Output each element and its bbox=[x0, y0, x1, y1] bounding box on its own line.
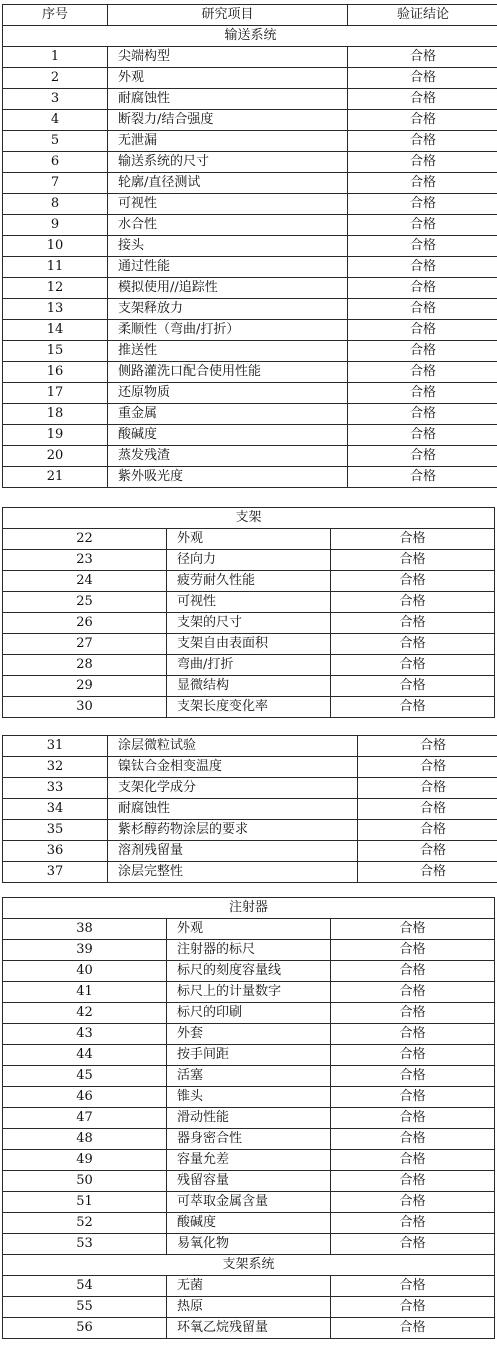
cell-result: 合格 bbox=[331, 1108, 495, 1129]
table-row bbox=[3, 1234, 495, 1255]
cell-no: 31 bbox=[3, 736, 108, 757]
cell-result: 合格 bbox=[331, 1129, 495, 1150]
header-item: 研究项目 bbox=[108, 5, 348, 26]
section-row bbox=[3, 508, 495, 529]
header-result: 验证结论 bbox=[348, 5, 497, 26]
table-row bbox=[3, 194, 497, 215]
section-row bbox=[3, 26, 497, 47]
cell-no: 27 bbox=[3, 634, 167, 655]
cell-no: 6 bbox=[3, 152, 108, 173]
cell-no: 42 bbox=[3, 1003, 167, 1024]
cell-no: 41 bbox=[3, 982, 167, 1003]
table-row bbox=[3, 1129, 495, 1150]
section-title-stent-system: 支架系统 bbox=[3, 1255, 495, 1276]
cell-item: 外套 bbox=[167, 1024, 331, 1045]
section-title-delivery-system: 输送系统 bbox=[3, 26, 497, 47]
cell-item: 耐腐蚀性 bbox=[108, 89, 348, 110]
cell-no: 9 bbox=[3, 215, 108, 236]
cell-no: 23 bbox=[3, 550, 167, 571]
cell-item: 涂层微粒试验 bbox=[108, 736, 358, 757]
table-row bbox=[3, 571, 495, 592]
cell-result: 合格 bbox=[331, 550, 495, 571]
cell-item: 支架的尺寸 bbox=[167, 613, 331, 634]
cell-item: 易氧化物 bbox=[167, 1234, 331, 1255]
table-syringe bbox=[2, 897, 495, 1339]
cell-no: 47 bbox=[3, 1108, 167, 1129]
table-row bbox=[3, 1150, 495, 1171]
cell-result: 合格 bbox=[358, 820, 497, 841]
table-row bbox=[3, 655, 495, 676]
section-title-stent: 支架 bbox=[3, 508, 495, 529]
cell-item: 镍钛合金相变温度 bbox=[108, 757, 358, 778]
cell-result: 合格 bbox=[331, 571, 495, 592]
cell-no: 14 bbox=[3, 320, 108, 341]
table-row bbox=[3, 1108, 495, 1129]
cell-item: 标尺的刻度容量线 bbox=[167, 961, 331, 982]
cell-item: 涂层完整性 bbox=[108, 862, 358, 883]
table-row bbox=[3, 1276, 495, 1297]
cell-item: 通过性能 bbox=[108, 257, 348, 278]
cell-result: 合格 bbox=[331, 1171, 495, 1192]
cell-result: 合格 bbox=[331, 1003, 495, 1024]
cell-result: 合格 bbox=[348, 89, 497, 110]
table-row bbox=[3, 592, 495, 613]
cell-result: 合格 bbox=[348, 215, 497, 236]
cell-item: 可视性 bbox=[108, 194, 348, 215]
cell-no: 10 bbox=[3, 236, 108, 257]
cell-result: 合格 bbox=[331, 940, 495, 961]
cell-result: 合格 bbox=[358, 736, 497, 757]
cell-no: 44 bbox=[3, 1045, 167, 1066]
cell-no: 18 bbox=[3, 404, 108, 425]
cell-no: 7 bbox=[3, 173, 108, 194]
table-row bbox=[3, 68, 497, 89]
table-row bbox=[3, 1087, 495, 1108]
table-row bbox=[3, 320, 497, 341]
cell-item: 耐腐蚀性 bbox=[108, 799, 358, 820]
cell-result: 合格 bbox=[348, 362, 497, 383]
table-row bbox=[3, 341, 497, 362]
cell-item: 可视性 bbox=[167, 592, 331, 613]
cell-no: 52 bbox=[3, 1213, 167, 1234]
cell-no: 29 bbox=[3, 676, 167, 697]
section-title-syringe: 注射器 bbox=[3, 898, 495, 919]
cell-no: 53 bbox=[3, 1234, 167, 1255]
cell-no: 33 bbox=[3, 778, 108, 799]
cell-item: 标尺的印刷 bbox=[167, 1003, 331, 1024]
cell-item: 无泄漏 bbox=[108, 131, 348, 152]
cell-result: 合格 bbox=[348, 257, 497, 278]
cell-item: 外观 bbox=[167, 529, 331, 550]
table-row bbox=[3, 529, 495, 550]
table-row bbox=[3, 1192, 495, 1213]
cell-no: 21 bbox=[3, 467, 108, 488]
table-row bbox=[3, 425, 497, 446]
cell-no: 39 bbox=[3, 940, 167, 961]
cell-result: 合格 bbox=[358, 799, 497, 820]
cell-no: 2 bbox=[3, 68, 108, 89]
table-row bbox=[3, 299, 497, 320]
cell-result: 合格 bbox=[331, 676, 495, 697]
table-delivery-system bbox=[2, 4, 497, 488]
cell-result: 合格 bbox=[348, 68, 497, 89]
cell-result: 合格 bbox=[331, 697, 495, 718]
table-row bbox=[3, 1066, 495, 1087]
cell-result: 合格 bbox=[348, 467, 497, 488]
cell-result: 合格 bbox=[348, 47, 497, 68]
cell-result: 合格 bbox=[348, 131, 497, 152]
cell-no: 12 bbox=[3, 278, 108, 299]
cell-no: 50 bbox=[3, 1171, 167, 1192]
table-row bbox=[3, 383, 497, 404]
table-row bbox=[3, 634, 495, 655]
cell-result: 合格 bbox=[348, 446, 497, 467]
cell-item: 环氧乙烷残留量 bbox=[167, 1318, 331, 1339]
cell-item: 支架长度变化率 bbox=[167, 697, 331, 718]
table-row bbox=[3, 89, 497, 110]
table-row bbox=[3, 152, 497, 173]
table-row bbox=[3, 467, 497, 488]
table-row bbox=[3, 919, 495, 940]
cell-no: 15 bbox=[3, 341, 108, 362]
table-row bbox=[3, 215, 497, 236]
table-row bbox=[3, 697, 495, 718]
table-coating bbox=[2, 735, 497, 883]
cell-item: 断裂力/结合强度 bbox=[108, 110, 348, 131]
table-row bbox=[3, 1171, 495, 1192]
table-row bbox=[3, 1318, 495, 1339]
cell-item: 容量允差 bbox=[167, 1150, 331, 1171]
cell-no: 55 bbox=[3, 1297, 167, 1318]
cell-result: 合格 bbox=[358, 778, 497, 799]
cell-no: 22 bbox=[3, 529, 167, 550]
cell-item: 推送性 bbox=[108, 341, 348, 362]
table-row bbox=[3, 1213, 495, 1234]
cell-item: 注射器的标尺 bbox=[167, 940, 331, 961]
cell-item: 尖端构型 bbox=[108, 47, 348, 68]
cell-result: 合格 bbox=[331, 961, 495, 982]
cell-no: 49 bbox=[3, 1150, 167, 1171]
cell-result: 合格 bbox=[331, 1045, 495, 1066]
cell-item: 重金属 bbox=[108, 404, 348, 425]
table-row bbox=[3, 820, 497, 841]
table-row bbox=[3, 613, 495, 634]
cell-result: 合格 bbox=[348, 425, 497, 446]
cell-result: 合格 bbox=[331, 613, 495, 634]
cell-item: 输送系统的尺寸 bbox=[108, 152, 348, 173]
table-row bbox=[3, 1297, 495, 1318]
cell-result: 合格 bbox=[331, 592, 495, 613]
cell-no: 24 bbox=[3, 571, 167, 592]
cell-item: 外观 bbox=[167, 919, 331, 940]
table-row bbox=[3, 982, 495, 1003]
cell-result: 合格 bbox=[348, 404, 497, 425]
cell-item: 紫杉醇药物涂层的要求 bbox=[108, 820, 358, 841]
cell-no: 1 bbox=[3, 47, 108, 68]
table-row bbox=[3, 257, 497, 278]
cell-item: 水合性 bbox=[108, 215, 348, 236]
cell-item: 酸碱度 bbox=[167, 1213, 331, 1234]
cell-item: 侧路灌洗口配合使用性能 bbox=[108, 362, 348, 383]
header-no: 序号 bbox=[3, 5, 108, 26]
cell-result: 合格 bbox=[331, 655, 495, 676]
section-row bbox=[3, 898, 495, 919]
cell-result: 合格 bbox=[348, 236, 497, 257]
cell-item: 热原 bbox=[167, 1297, 331, 1318]
cell-no: 35 bbox=[3, 820, 108, 841]
cell-item: 模拟使用//追踪性 bbox=[108, 278, 348, 299]
table-row bbox=[3, 173, 497, 194]
cell-item: 锥头 bbox=[167, 1087, 331, 1108]
cell-item: 按手间距 bbox=[167, 1045, 331, 1066]
cell-no: 4 bbox=[3, 110, 108, 131]
cell-no: 8 bbox=[3, 194, 108, 215]
cell-item: 蒸发残渣 bbox=[108, 446, 348, 467]
cell-no: 19 bbox=[3, 425, 108, 446]
cell-result: 合格 bbox=[358, 841, 497, 862]
cell-item: 支架自由表面积 bbox=[167, 634, 331, 655]
cell-no: 48 bbox=[3, 1129, 167, 1150]
table-row bbox=[3, 940, 495, 961]
cell-no: 11 bbox=[3, 257, 108, 278]
cell-item: 滑动性能 bbox=[167, 1108, 331, 1129]
cell-result: 合格 bbox=[348, 110, 497, 131]
cell-result: 合格 bbox=[348, 194, 497, 215]
cell-result: 合格 bbox=[358, 862, 497, 883]
cell-no: 56 bbox=[3, 1318, 167, 1339]
table-row bbox=[3, 862, 497, 883]
cell-no: 38 bbox=[3, 919, 167, 940]
cell-no: 46 bbox=[3, 1087, 167, 1108]
cell-no: 3 bbox=[3, 89, 108, 110]
table-row bbox=[3, 1003, 495, 1024]
cell-item: 紫外吸光度 bbox=[108, 467, 348, 488]
cell-item: 还原物质 bbox=[108, 383, 348, 404]
table-header-row bbox=[3, 5, 497, 26]
table-row bbox=[3, 550, 495, 571]
table-row bbox=[3, 131, 497, 152]
cell-item: 标尺上的计量数字 bbox=[167, 982, 331, 1003]
cell-result: 合格 bbox=[331, 1150, 495, 1171]
cell-no: 40 bbox=[3, 961, 167, 982]
cell-no: 30 bbox=[3, 697, 167, 718]
cell-result: 合格 bbox=[331, 1276, 495, 1297]
cell-no: 13 bbox=[3, 299, 108, 320]
cell-item: 溶剂残留量 bbox=[108, 841, 358, 862]
table-row bbox=[3, 736, 497, 757]
cell-item: 活塞 bbox=[167, 1066, 331, 1087]
table-row bbox=[3, 278, 497, 299]
cell-item: 支架化学成分 bbox=[108, 778, 358, 799]
cell-result: 合格 bbox=[348, 320, 497, 341]
cell-item: 弯曲/打折 bbox=[167, 655, 331, 676]
cell-no: 51 bbox=[3, 1192, 167, 1213]
cell-result: 合格 bbox=[348, 173, 497, 194]
cell-item: 显微结构 bbox=[167, 676, 331, 697]
cell-no: 54 bbox=[3, 1276, 167, 1297]
table-row bbox=[3, 47, 497, 68]
section-row bbox=[3, 1255, 495, 1276]
cell-item: 支架释放力 bbox=[108, 299, 348, 320]
cell-result: 合格 bbox=[331, 529, 495, 550]
cell-item: 径向力 bbox=[167, 550, 331, 571]
table-row bbox=[3, 841, 497, 862]
cell-no: 45 bbox=[3, 1066, 167, 1087]
cell-result: 合格 bbox=[331, 1318, 495, 1339]
cell-result: 合格 bbox=[331, 1192, 495, 1213]
cell-item: 外观 bbox=[108, 68, 348, 89]
cell-item: 疲劳耐久性能 bbox=[167, 571, 331, 592]
cell-item: 残留容量 bbox=[167, 1171, 331, 1192]
cell-result: 合格 bbox=[331, 919, 495, 940]
cell-no: 17 bbox=[3, 383, 108, 404]
table-row bbox=[3, 757, 497, 778]
cell-result: 合格 bbox=[331, 982, 495, 1003]
cell-item: 柔顺性（弯曲/打折） bbox=[108, 320, 348, 341]
cell-no: 32 bbox=[3, 757, 108, 778]
cell-item: 器身密合性 bbox=[167, 1129, 331, 1150]
cell-result: 合格 bbox=[331, 1024, 495, 1045]
cell-result: 合格 bbox=[348, 341, 497, 362]
cell-result: 合格 bbox=[358, 757, 497, 778]
cell-result: 合格 bbox=[331, 634, 495, 655]
cell-no: 28 bbox=[3, 655, 167, 676]
table-row bbox=[3, 778, 497, 799]
cell-result: 合格 bbox=[331, 1297, 495, 1318]
table-row bbox=[3, 961, 495, 982]
cell-no: 16 bbox=[3, 362, 108, 383]
cell-item: 无菌 bbox=[167, 1276, 331, 1297]
cell-no: 20 bbox=[3, 446, 108, 467]
table-row bbox=[3, 1045, 495, 1066]
cell-no: 26 bbox=[3, 613, 167, 634]
cell-item: 接头 bbox=[108, 236, 348, 257]
cell-no: 25 bbox=[3, 592, 167, 613]
cell-result: 合格 bbox=[331, 1066, 495, 1087]
cell-item: 可萃取金属含量 bbox=[167, 1192, 331, 1213]
table-row bbox=[3, 236, 497, 257]
cell-no: 5 bbox=[3, 131, 108, 152]
cell-result: 合格 bbox=[348, 152, 497, 173]
cell-item: 酸碱度 bbox=[108, 425, 348, 446]
table-row bbox=[3, 110, 497, 131]
cell-no: 34 bbox=[3, 799, 108, 820]
cell-no: 36 bbox=[3, 841, 108, 862]
cell-result: 合格 bbox=[331, 1213, 495, 1234]
cell-result: 合格 bbox=[348, 278, 497, 299]
table-row bbox=[3, 799, 497, 820]
table-row bbox=[3, 1024, 495, 1045]
table-stent bbox=[2, 507, 495, 718]
cell-result: 合格 bbox=[348, 383, 497, 404]
cell-item: 轮廓/直径测试 bbox=[108, 173, 348, 194]
table-row bbox=[3, 362, 497, 383]
cell-no: 37 bbox=[3, 862, 108, 883]
cell-result: 合格 bbox=[331, 1234, 495, 1255]
table-row bbox=[3, 446, 497, 467]
table-row bbox=[3, 404, 497, 425]
cell-result: 合格 bbox=[348, 299, 497, 320]
table-row bbox=[3, 676, 495, 697]
cell-result: 合格 bbox=[331, 1087, 495, 1108]
cell-no: 43 bbox=[3, 1024, 167, 1045]
